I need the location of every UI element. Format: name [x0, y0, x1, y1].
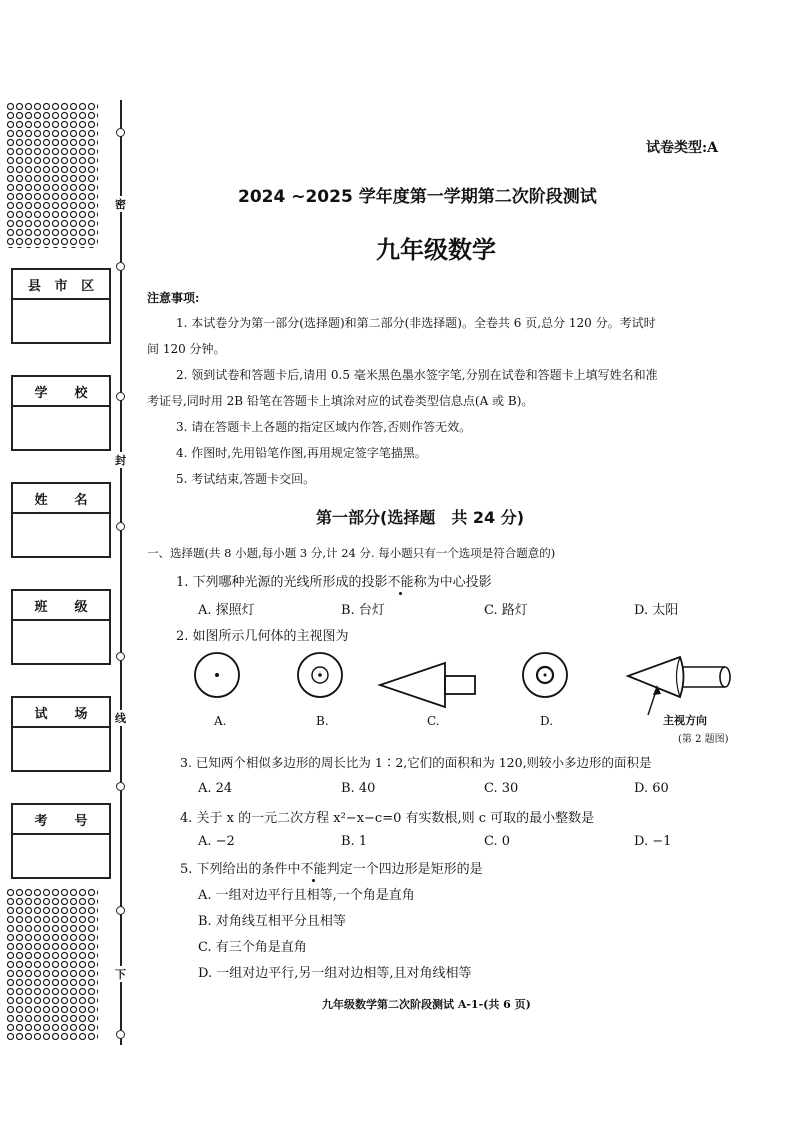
notice-line: 2. 领到试卷和答题卡后,请用 0.5 毫米黑色墨水签字笔,分别在试卷和答题卡上填写姓名和准 — [176, 368, 658, 382]
field-exam-number: 考 号 — [11, 803, 111, 879]
subject-title: 九年级数学 — [376, 236, 496, 264]
notice-line: 3. 请在答题卡上各题的指定区域内作答,否则作答无效。 — [176, 420, 472, 434]
seal-ring — [116, 128, 125, 137]
q4-option-c[interactable]: C. 0 — [484, 834, 511, 849]
notice-line: 5. 考试结束,答题卡交回。 — [176, 472, 316, 486]
q5-stem: 5. 下列给出的条件中不能判定一个四边形是矩形的是 — [180, 862, 483, 877]
top-dot-grid — [6, 102, 98, 248]
q2-option-c-label: C. — [427, 714, 440, 728]
seal-mark-xia: 下 — [115, 968, 126, 981]
q2-option-a-figure[interactable] — [195, 653, 239, 697]
seal-ring — [116, 782, 125, 791]
q1-option-a[interactable]: A. 探照灯 — [198, 603, 255, 618]
seal-line — [120, 100, 122, 1045]
q5-option-c[interactable]: C. 有三个角是直角 — [198, 940, 307, 955]
section-heading: 一、选择题(共 8 小题,每小题 3 分,计 24 分. 每小题只有一个选项是符合题意的) — [147, 546, 556, 560]
field-school: 学 校 — [11, 375, 111, 451]
q4-stem: 4. 关于 x 的一元二次方程 x²−x−c=0 有实数根,则 c 可取的最小整数是 — [180, 811, 595, 826]
q1-option-b[interactable]: B. 台灯 — [341, 603, 385, 618]
q5-option-a[interactable]: A. 一组对边平行且相等,一个角是直角 — [198, 888, 415, 903]
q2-option-b-label: B. — [316, 714, 329, 728]
bottom-dot-grid — [6, 888, 98, 1040]
q4-option-b[interactable]: B. 1 — [341, 834, 368, 849]
q5-option-b[interactable]: B. 对角线互相平分且相等 — [198, 914, 346, 929]
q2-option-d-figure[interactable] — [523, 653, 567, 697]
seal-ring — [116, 906, 125, 915]
q4-option-d[interactable]: D. −1 — [634, 834, 672, 849]
q3-stem: 3. 已知两个相似多边形的周长比为 1∶2,它们的面积和为 120,则较小多边形的面积是 — [180, 755, 652, 770]
notice-line: 考证号,同时用 2B 铅笔在答题卡上填涂对应的试卷类型信息点(A 或 B)。 — [147, 394, 534, 408]
solid-figure — [628, 657, 730, 715]
view-direction-label: 主视方向 — [663, 714, 707, 727]
q2-option-a-label: A. — [214, 714, 227, 728]
q3-option-b[interactable]: B. 40 — [341, 781, 376, 796]
seal-ring — [116, 1030, 125, 1039]
field-name-input[interactable] — [13, 514, 109, 556]
notice-heading: 注意事项: — [147, 291, 200, 305]
field-class: 班 级 — [11, 589, 111, 665]
field-name: 姓 名 — [11, 482, 111, 558]
field-class-input[interactable] — [13, 621, 109, 663]
notice-line: 间 120 分钟。 — [147, 342, 226, 356]
q5-option-d[interactable]: D. 一组对边平行,另一组对边相等,且对角线相等 — [198, 966, 472, 981]
notice-line: 1. 本试卷分为第一部分(选择题)和第二部分(非选择题)。全卷共 6 页,总分 120 分。考试时 — [176, 316, 656, 330]
q4-option-a[interactable]: A. −2 — [198, 834, 235, 849]
q2-option-b-figure[interactable] — [298, 653, 342, 697]
q2-stem: 2. 如图所示几何体的主视图为 — [176, 629, 349, 644]
seal-ring — [116, 262, 125, 271]
q3-option-c[interactable]: C. 30 — [484, 781, 519, 796]
notice-line: 4. 作图时,先用铅笔作图,再用规定签字笔描黑。 — [176, 446, 427, 460]
q2-option-d-label: D. — [540, 714, 554, 728]
seal-mark-xian: 线 — [115, 712, 126, 725]
field-school-input[interactable] — [13, 407, 109, 449]
seal-mark-mi: 密 — [115, 198, 126, 211]
paper-type: 试卷类型:A — [646, 140, 719, 156]
q3-option-d[interactable]: D. 60 — [634, 781, 669, 796]
q1-stem: 1. 下列哪种光源的光线所形成的投影不能称为中心投影 — [176, 575, 492, 590]
q3-option-a[interactable]: A. 24 — [198, 781, 233, 796]
figure-caption: (第 2 题图) — [678, 734, 729, 745]
exam-title: 2024 ~2025 学年度第一学期第二次阶段测试 — [238, 187, 597, 207]
field-county-input[interactable] — [13, 300, 109, 342]
q1-option-d[interactable]: D. 太阳 — [634, 603, 679, 618]
seal-ring — [116, 392, 125, 401]
seal-ring — [116, 522, 125, 531]
seal-ring — [116, 652, 125, 661]
q2-option-c-figure[interactable] — [380, 663, 475, 707]
field-exam-number-input[interactable] — [13, 835, 109, 877]
part1-title: 第一部分(选择题 共 24 分) — [316, 508, 525, 527]
field-exam-room-input[interactable] — [13, 728, 109, 770]
field-exam-room: 试 场 — [11, 696, 111, 772]
field-county: 县 市 区 — [11, 268, 111, 344]
seal-mark-feng: 封 — [115, 454, 126, 467]
q1-option-c[interactable]: C. 路灯 — [484, 603, 528, 618]
page-footer: 九年级数学第二次阶段测试 A-1-(共 6 页) — [322, 998, 531, 1011]
